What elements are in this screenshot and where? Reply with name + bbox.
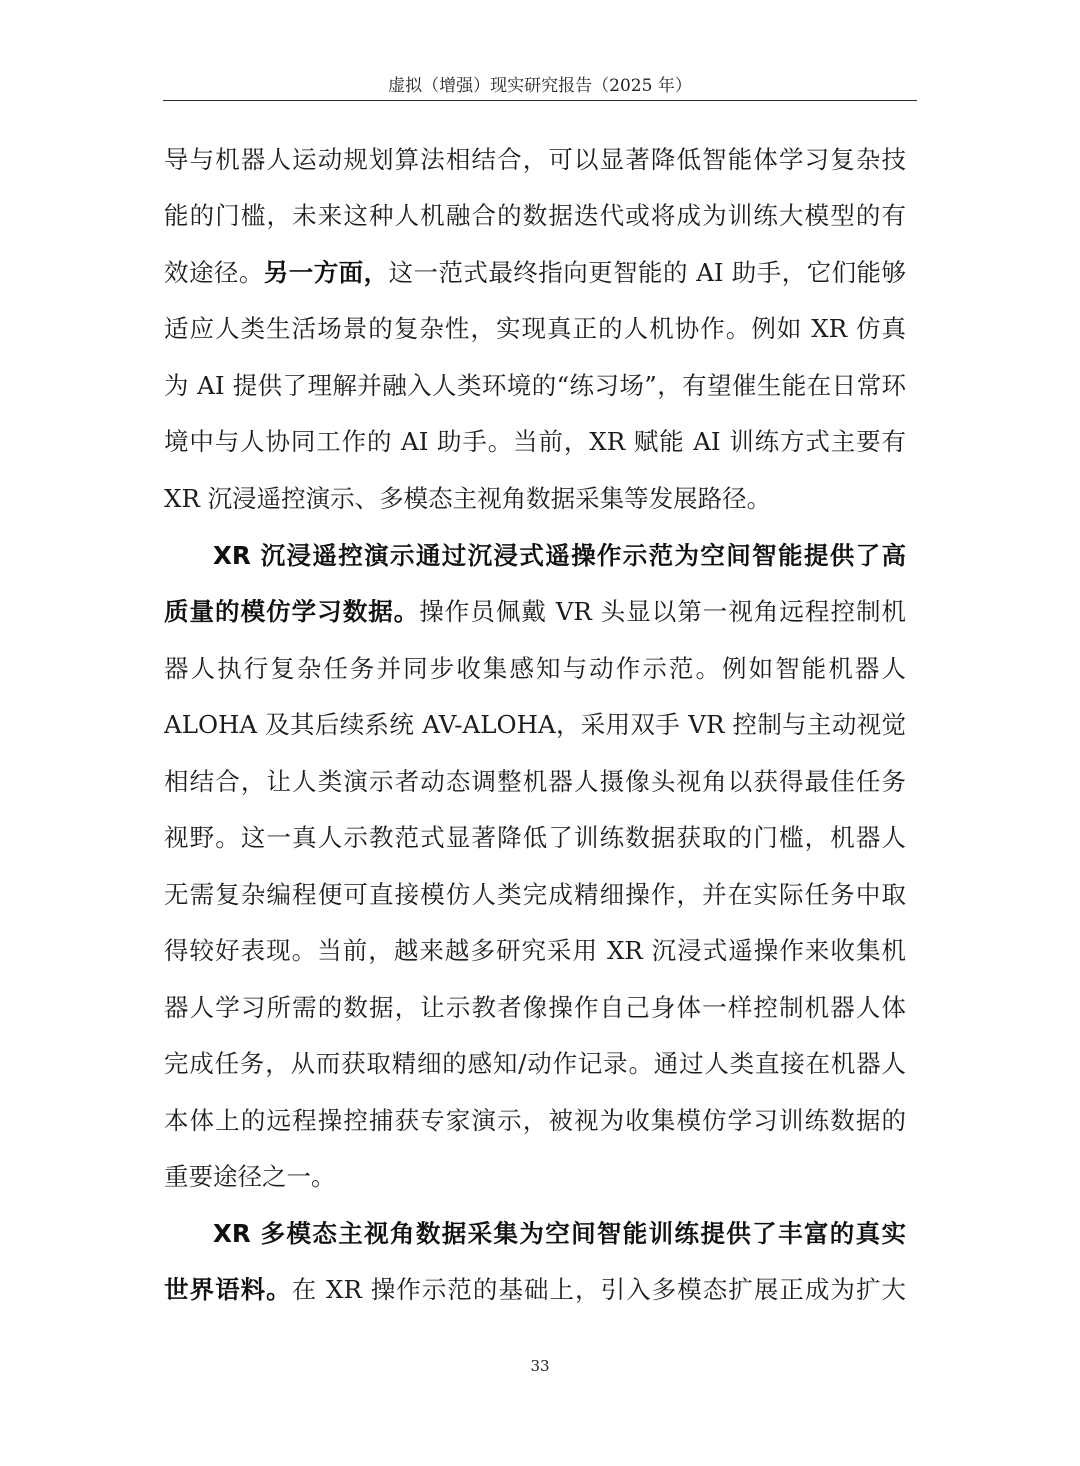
paragraph-2-line-12: 重要途径之一。 bbox=[164, 1162, 336, 1191]
paragraph-2-line-11: 本体上的远程操控捕获专家演示，被视为收集模仿学习训练数据的 bbox=[164, 1106, 906, 1135]
paragraph-1-line-3-end: 这一范式最终指向更智能的 AI 助手，它们能够 bbox=[388, 258, 906, 287]
paragraph-1-line-5: 为 AI 提供了理解并融入人类环境的“练习场”，有望催生能在日常环 bbox=[164, 371, 906, 400]
paragraph-2-line-2-text: 操作员佩戴 VR 头显以第一视角远程控制机 bbox=[419, 597, 906, 626]
running-header: 虚拟（增强）现实研究报告（2025 年） bbox=[388, 76, 692, 96]
paragraph-2-line-8: 得较好表现。当前，越来越多研究采用 XR 沉浸式遥操作来收集机 bbox=[164, 936, 906, 965]
paragraph-1-line-7: XR 沉浸遥控演示、多模态主视角数据采集等发展路径。 bbox=[164, 484, 772, 513]
paragraph-2-line-10: 完成任务，从而获取精细的感知/动作记录。通过人类直接在机器人 bbox=[164, 1049, 906, 1078]
paragraph-2-line-7: 无需复杂编程便可直接模仿人类完成精细操作，并在实际任务中取 bbox=[164, 880, 906, 909]
paragraph-1-line-4: 适应人类生活场景的复杂性，实现真正的人机协作。例如 XR 仿真 bbox=[164, 314, 906, 343]
paragraph-2-line-4: ALOHA 及其后续系统 AV-ALOHA，采用双手 VR 控制与主动视觉 bbox=[164, 710, 906, 739]
emphasis-another-aspect: 另一方面， bbox=[263, 258, 389, 287]
paragraph-2-line-9: 器人学习所需的数据，让示教者像操作自己身体一样控制机器人体 bbox=[164, 993, 906, 1022]
paragraph-2-line-5: 相结合，让人类演示者动态调整机器人摄像头视角以获得最佳任务 bbox=[164, 767, 906, 796]
paragraph-3-line-2 bbox=[164, 1273, 906, 1307]
paragraph-2-line-2 bbox=[164, 595, 906, 629]
paragraph-2-line-3: 器人执行复杂任务并同步收集感知与动作示范。例如智能机器人 bbox=[164, 654, 906, 683]
paragraph-1-line-3-start: 效途径。 bbox=[164, 258, 264, 287]
paragraph-3-heading-end: 世界语料。 bbox=[164, 1275, 292, 1304]
paragraph-1-line-6: 境中与人协同工作的 AI 助手。当前，XR 赋能 AI 训练方式主要有 bbox=[164, 427, 906, 456]
paragraph-1-line-1: 导与机器人运动规划算法相结合，可以显著降低智能体学习复杂技 bbox=[164, 145, 906, 174]
page-number: 33 bbox=[530, 1357, 550, 1375]
paragraph-1-line-3 bbox=[164, 256, 906, 290]
paragraph-3-line-2-text: 在 XR 操作示范的基础上，引入多模态扩展正成为扩大 bbox=[291, 1275, 906, 1304]
paragraph-2-heading-end: 质量的模仿学习数据。 bbox=[164, 597, 420, 626]
paragraph-3-heading-line-1: XR 多模态主视角数据采集为空间智能训练提供了丰富的真实 bbox=[213, 1219, 906, 1248]
paragraph-1-line-2: 能的门槛，未来这种人机融合的数据迭代或将成为训练大模型的有 bbox=[164, 201, 906, 230]
paragraph-2-line-6: 视野。这一真人示教范式显著降低了训练数据获取的门槛，机器人 bbox=[164, 823, 906, 852]
paragraph-2-heading-line-1: XR 沉浸遥控演示通过沉浸式遥操作示范为空间智能提供了高 bbox=[213, 541, 906, 570]
header-divider bbox=[163, 100, 917, 101]
